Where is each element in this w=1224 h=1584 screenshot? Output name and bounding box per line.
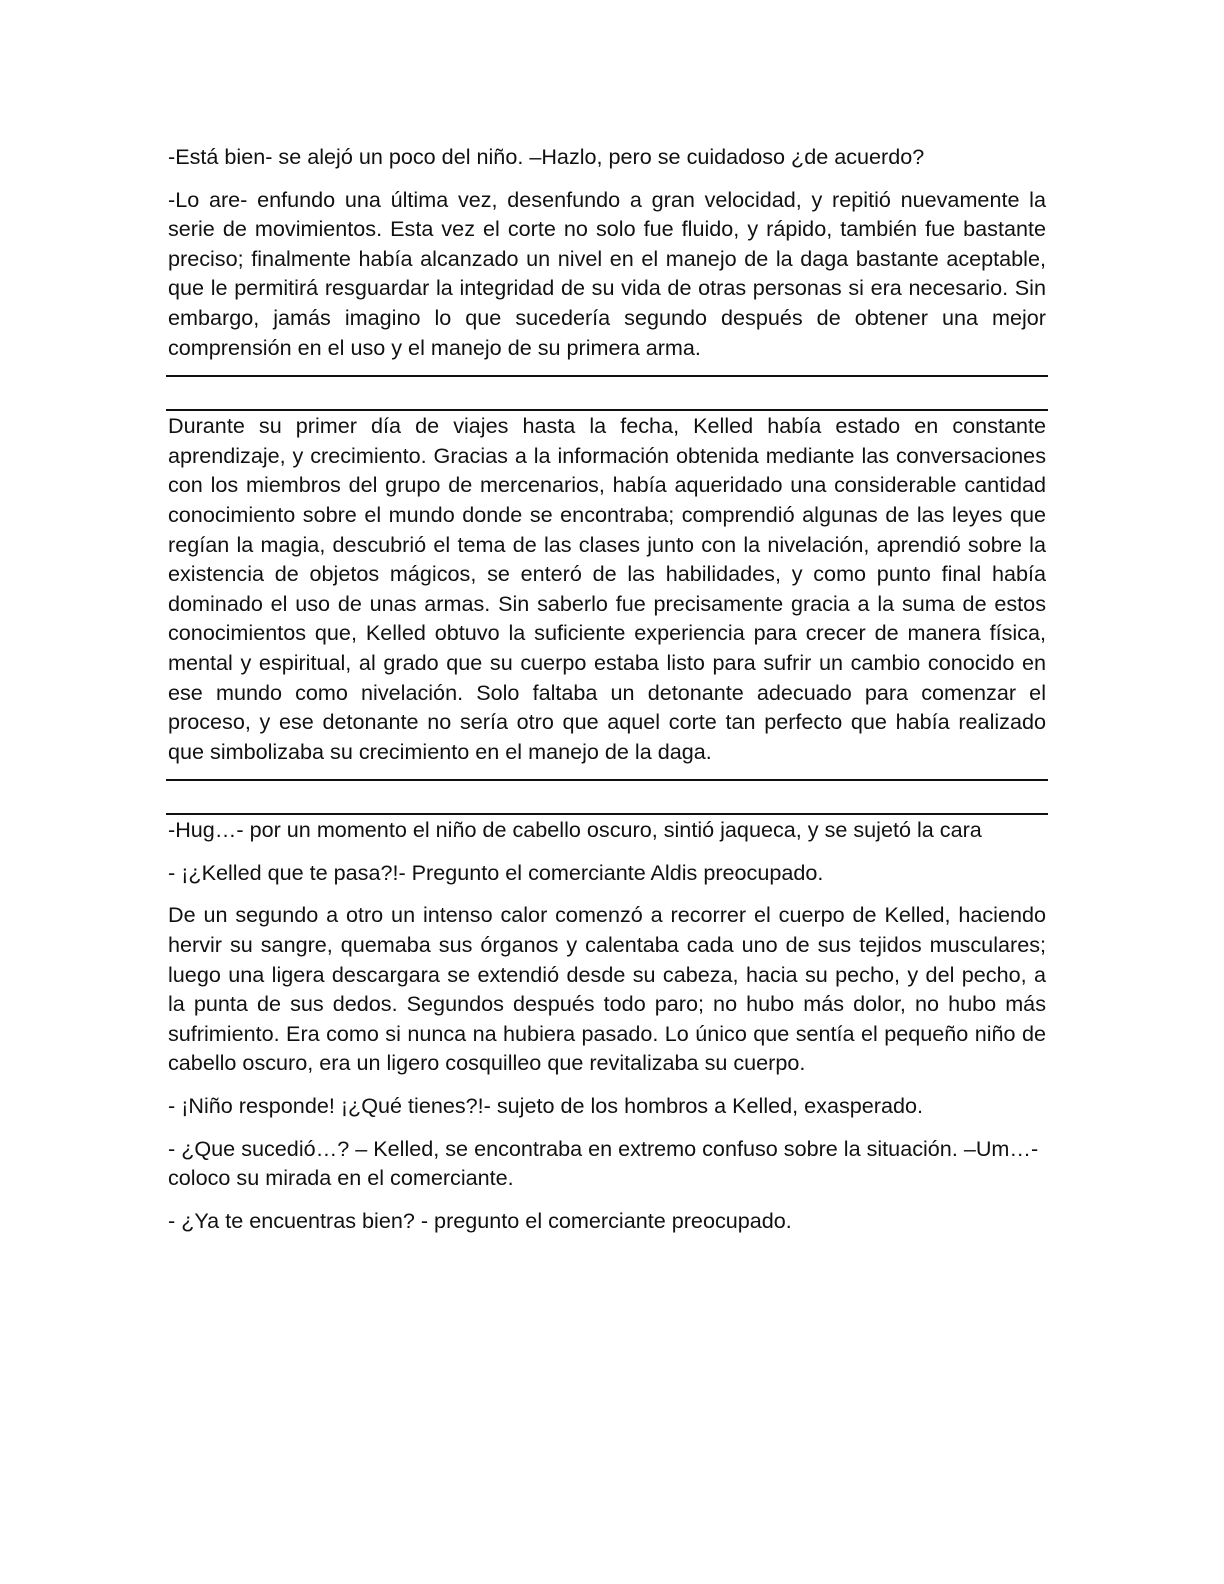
document-page bbox=[168, 142, 1046, 1248]
paragraph-6: De un segundo a otro un intenso calor comenzó a recorrer el cuerpo de Kelled, haciendo hervir su sangre, quemaba sus órganos y calentaba cada uno de sus tejidos musculares; luego una ligera descargara se extendió desde su cabeza, hacia su pecho, y del pecho, a la punta de sus dedos. Segundos después todo paro; no hubo más dolor, no hubo más sufrimiento. Era como si nunca na hubiera pasado. Lo único que sentía el pequeño niño de cabello oscuro, era un ligero cosquilleo que revitalizaba su cuerpo. bbox=[168, 902, 1046, 1076]
paragraph-9: - ¿Ya te encuentras bien? - pregunto el comerciante preocupado. bbox=[168, 1207, 792, 1233]
section-divider-bottom-1 bbox=[166, 779, 1048, 781]
paragraph-7: - ¡Niño responde! ¡¿Qué tienes?!- sujeto de los hombros a Kelled, exasperado. bbox=[168, 1093, 923, 1119]
paragraph-8: - ¿Que sucedió…? – Kelled, se encontraba en extremo confuso sobre la situación. –Um…- coloco su mirada en el comerciante. bbox=[168, 1135, 1039, 1191]
section-divider-top-1 bbox=[166, 375, 1048, 377]
paragraph-3: Durante su primer día de viajes hasta la fecha, Kelled había estado en constante aprendizaje, y crecimiento. Gracias a la información obtenida mediante las conversaciones con los miembros del grupo de mercenarios, había aqueridado una considerable cantidad conocimiento sobre el mundo donde se encontraba; comprendió algunas de las leyes que regían la magia, descubrió el tema de las clases junto con la nivelación, aprendió sobre la existencia de objetos mágicos, se enteró de las habilidades, y como punto final había dominado el uso de unas armas. Sin saberlo fue precisamente gracia a la suma de estos conocimientos que, Kelled obtuvo la suficiente experiencia para crecer de manera física, mental y espiritual, al grado que su cuerpo estaba listo para sufrir un cambio conocido en ese mundo como nivelación. Solo faltaba un detonante adecuado para comenzar el proceso, y ese detonante no sería otro que aquel corte tan perfecto que había realizado que simbolizaba su crecimiento en el manejo de la daga. bbox=[168, 413, 1046, 764]
paragraph-5: - ¡¿Kelled que te pasa?!- Pregunto el comerciante Aldis preocupado. bbox=[168, 859, 824, 885]
paragraph-4: -Hug…- por un momento el niño de cabello oscuro, sintió jaqueca, y se sujetó la cara bbox=[168, 817, 982, 843]
paragraph-2: -Lo are- enfundo una última vez, desenfundo a gran velocidad, y repitió nuevamente la serie de movimientos. Esta vez el corte no solo fue fluido, y rápido, también fue bastante preciso; finalmente había alcanzado un nivel en el manejo de la daga bastante aceptable, que le permitirá resguardar la integridad de su vida de otras personas si era necesario. Sin embargo, jamás imagino lo que sucedería segundo después de obtener una mejor comprensión en el uso y el manejo de su primera arma. bbox=[168, 186, 1046, 360]
paragraph-1: -Está bien- se alejó un poco del niño. –Hazlo, pero se cuidadoso ¿de acuerdo? bbox=[168, 144, 925, 169]
